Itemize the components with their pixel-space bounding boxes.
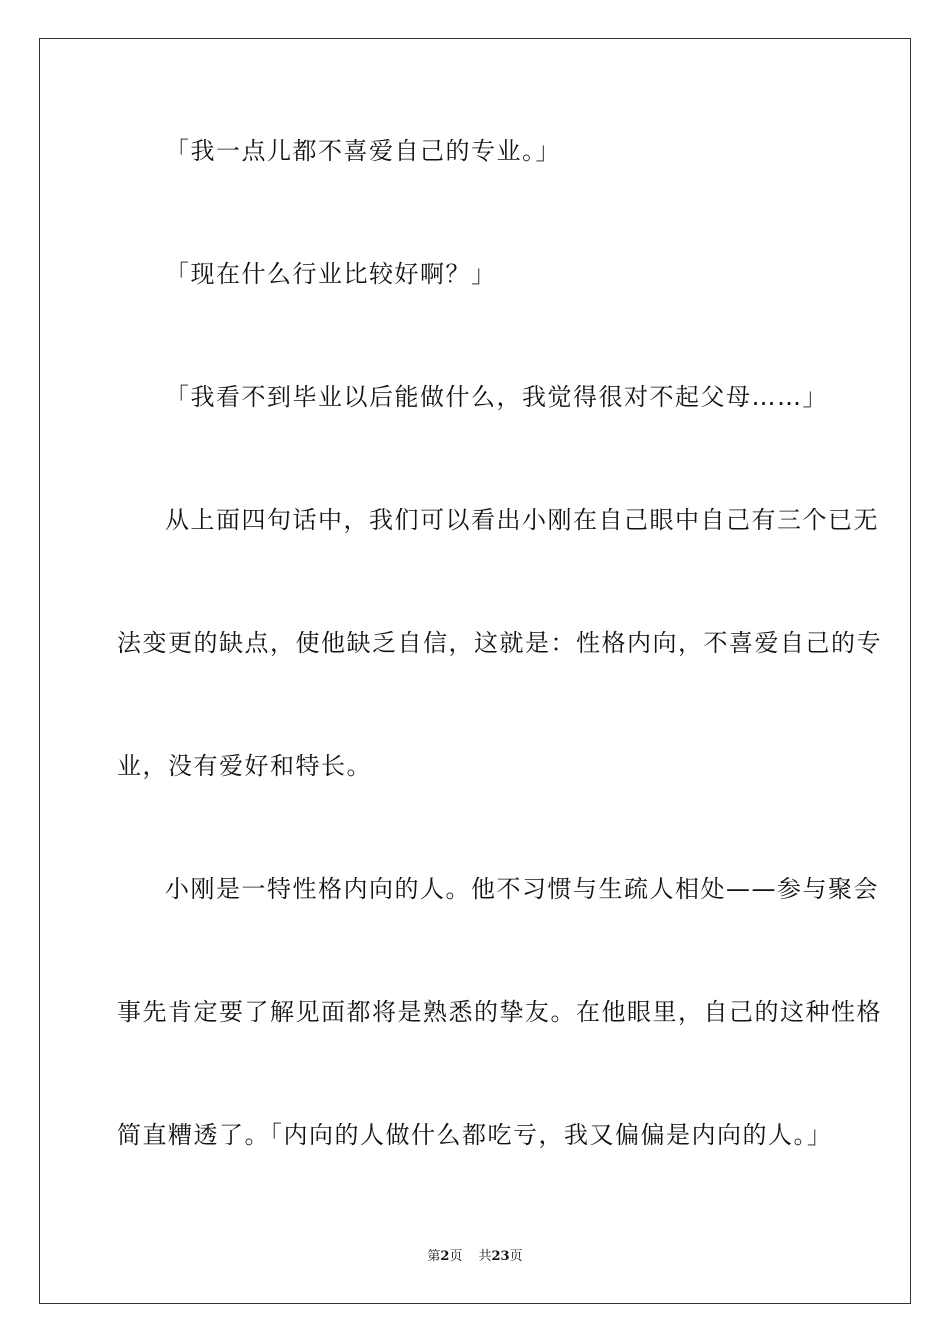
page-suffix: 页 — [449, 1249, 463, 1264]
paragraph-1-line-1: 从上面四句话中，我们可以看出小刚在自己眼中自己有三个已无 — [165, 506, 879, 534]
total-prefix: 共 — [478, 1249, 492, 1264]
quote-line-2: 「现在什么行业比较好啊？」 — [165, 260, 497, 288]
paragraph-1-line-2: 法变更的缺点，使他缺乏自信，这就是：性格内向，不喜爱自己的专 — [117, 629, 882, 657]
page-number: 2 — [440, 1249, 450, 1264]
quote-line-3: 「我看不到毕业以后能做什么，我觉得很对不起父母……」 — [165, 383, 828, 411]
page-footer — [0, 1248, 950, 1266]
page-border — [39, 38, 911, 1304]
paragraph-2-line-2: 事先肯定要了解见面都将是熟悉的挚友。在他眼里，自己的这种性格 — [117, 998, 882, 1026]
paragraph-2-line-3: 简直糟透了。「内向的人做什么都吃亏，我又偏偏是内向的人。」 — [117, 1121, 833, 1149]
page-prefix: 第 — [427, 1249, 441, 1264]
paragraph-2-line-1: 小刚是一特性格内向的人。他不习惯与生疏人相处——参与聚会 — [165, 875, 879, 903]
quote-line-1: 「我一点儿都不喜爱自己的专业。」 — [165, 137, 561, 165]
total-suffix: 页 — [509, 1249, 523, 1264]
total-pages: 23 — [491, 1249, 510, 1264]
paragraph-1-line-3: 业，没有爱好和特长。 — [117, 752, 372, 780]
